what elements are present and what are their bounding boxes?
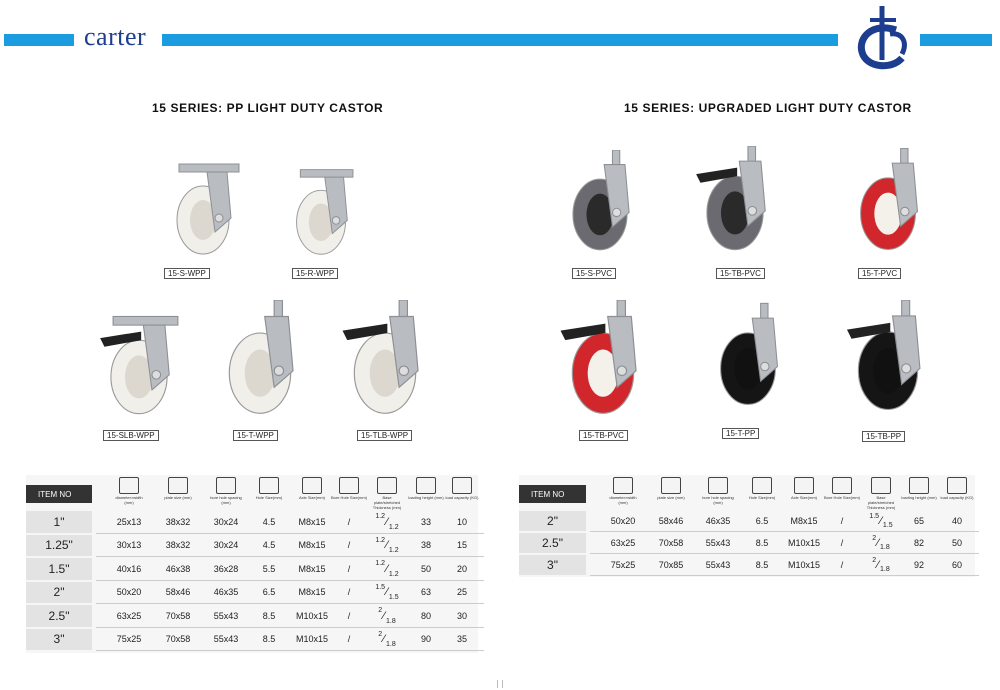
- thickness-bottom: 1.8: [386, 641, 396, 648]
- row-divider: [96, 603, 484, 604]
- hole-size-icon: [259, 477, 279, 494]
- castor-image: [84, 310, 194, 418]
- thickness-cell: [365, 535, 409, 557]
- spec-cell: /: [840, 538, 844, 548]
- column-header-label: load capacity (KG): [445, 495, 479, 500]
- column-header: [653, 475, 689, 511]
- row-divider: [96, 650, 484, 651]
- castor-image: [276, 164, 366, 258]
- fraction-slash: ⁄: [877, 559, 879, 571]
- fraction-slash: ⁄: [877, 537, 879, 549]
- column-header-label: diameter×width (mm): [609, 495, 637, 505]
- column-header-label: Hole Size(mm): [748, 495, 776, 500]
- spec-cell: M8x15: [298, 516, 326, 527]
- spec-cell: 80: [420, 610, 431, 621]
- brand-name: carter: [84, 22, 147, 51]
- product-code-label: 15-SLB-WPP: [103, 430, 159, 441]
- product-code-label: 15-T-WPP: [233, 430, 278, 441]
- column-header: [208, 475, 244, 511]
- castor-image: [335, 300, 435, 418]
- castor-image: [548, 300, 658, 418]
- spec-cell: 8.5: [755, 538, 769, 548]
- thickness-top: 2: [378, 607, 383, 614]
- spec-cell: M10x15: [295, 610, 329, 621]
- column-header-label: diameter×width (mm): [115, 495, 143, 505]
- fraction-slash: ⁄: [386, 539, 388, 552]
- spec-cell: 20: [456, 563, 467, 574]
- spec-cell: 90: [420, 634, 431, 645]
- product-code-label: 15-T-PVC: [858, 268, 901, 279]
- spec-cell: 33: [420, 516, 431, 527]
- plate-size-icon: [168, 477, 188, 494]
- column-header: [744, 475, 780, 511]
- spec-cell: 40x16: [116, 563, 142, 574]
- spec-cell: /: [840, 560, 844, 570]
- castor-image: [848, 148, 928, 254]
- thickness-bottom: 1.2: [388, 547, 399, 554]
- spec-cell: 50x20: [610, 516, 636, 526]
- row-divider: [590, 531, 979, 532]
- spec-cell: 58x46: [165, 587, 191, 598]
- spec-cell: 8.5: [755, 560, 769, 570]
- spec-cell: M10x15: [295, 634, 329, 645]
- product-code-label: 15-TB-PVC: [716, 268, 765, 279]
- column-header-label: loading height (mm): [408, 495, 444, 500]
- bore-spacing-icon: [708, 477, 728, 494]
- thickness-top: 1.2: [375, 560, 386, 567]
- column-header-label: Base plate/stretched Thickness (mm): [866, 495, 896, 510]
- load-capacity-icon: [452, 477, 472, 494]
- spec-cell: 6.5: [755, 516, 769, 526]
- spec-cell: 75x25: [610, 560, 636, 570]
- thickness-bottom: 1.8: [880, 544, 890, 551]
- spec-cell: 38x32: [165, 516, 191, 527]
- thickness-top: 1.2: [375, 513, 386, 520]
- product-code-label: 15-S-PVC: [572, 268, 616, 279]
- spec-cell: 36x28: [213, 563, 239, 574]
- column-header: [369, 475, 405, 511]
- spec-cell: 46x35: [705, 516, 731, 526]
- spec-cell: M10x15: [787, 538, 821, 548]
- section-title-right: 15 SERIES: UPGRADED LIGHT DUTY CASTOR: [624, 101, 912, 115]
- spec-cell: 6.5: [262, 587, 276, 598]
- spec-cell: 46x38: [165, 563, 191, 574]
- spec-cell: 65: [913, 516, 924, 526]
- item-size-cell: 1.25": [26, 535, 92, 557]
- spec-cell: 4.5: [262, 516, 276, 527]
- item-no-header: ITEM NO: [26, 485, 92, 503]
- spec-cell: 82: [913, 538, 924, 548]
- product-code-label: 15-T-PP: [722, 428, 759, 439]
- column-header-label: plate size (mm): [657, 495, 685, 500]
- spec-cell: 35: [456, 634, 467, 645]
- column-header-label: Axle Size(mm): [790, 495, 817, 500]
- column-header: [444, 475, 480, 511]
- spec-cell: 8.5: [262, 634, 276, 645]
- spec-cell: /: [347, 610, 351, 621]
- spec-cell: 5.5: [262, 563, 276, 574]
- spec-table-left: [26, 475, 478, 653]
- item-size-cell: 2.5": [519, 533, 586, 553]
- column-header-label: Bore Hole Size(mm): [331, 495, 368, 500]
- column-header: [786, 475, 822, 511]
- header-bar-middle: [162, 34, 838, 46]
- item-size-cell: 3": [26, 629, 92, 651]
- column-header-label: load capacity (KG): [940, 495, 974, 500]
- row-divider: [96, 580, 484, 581]
- wheel-diameter-icon: [613, 477, 633, 494]
- spec-cell: 58x46: [658, 516, 684, 526]
- spec-cell: M8x15: [298, 563, 326, 574]
- product-code-label: 15-TLB-WPP: [357, 430, 412, 441]
- column-header: [605, 475, 641, 511]
- bore-hole-icon: [832, 477, 852, 494]
- row-divider: [590, 553, 979, 554]
- plate-size-icon: [661, 477, 681, 494]
- thickness-bottom: 1.2: [388, 570, 399, 578]
- spec-cell: 4.5: [262, 540, 276, 551]
- column-header: [408, 475, 444, 511]
- spec-cell: 40: [951, 516, 962, 526]
- column-header-label: bore hole spacing (mm): [702, 495, 734, 505]
- spec-cell: 70x85: [658, 560, 684, 570]
- spec-cell: 10: [456, 516, 467, 527]
- spec-cell: /: [347, 634, 351, 645]
- spec-cell: 60: [951, 560, 962, 570]
- column-header: [294, 475, 330, 511]
- fraction-slash: ⁄: [386, 562, 388, 575]
- product-code-label: 15-TB-PVC: [579, 430, 628, 441]
- spec-cell: 63x25: [116, 610, 142, 621]
- axle-size-icon: [302, 477, 322, 494]
- column-header-label: Bore Hole Size(mm): [824, 495, 861, 500]
- product-code-label: 15-TB-PP: [862, 431, 905, 442]
- spec-cell: /: [347, 516, 351, 527]
- spec-cell: 70x58: [165, 610, 191, 621]
- load-capacity-icon: [947, 477, 967, 494]
- spec-cell: 70x58: [658, 538, 684, 548]
- castor-image: [215, 300, 305, 418]
- spec-cell: M8x15: [298, 587, 326, 598]
- bore-spacing-icon: [216, 477, 236, 494]
- row-divider: [590, 575, 979, 576]
- spec-cell: 50x20: [116, 587, 142, 598]
- row-divider: [96, 533, 484, 534]
- spec-cell: 55x43: [705, 560, 731, 570]
- spec-cell: 8.5: [262, 610, 276, 621]
- column-header: [111, 475, 147, 511]
- spec-cell: 25x13: [116, 516, 142, 527]
- spec-cell: 50: [951, 538, 962, 548]
- spec-cell: M8x15: [790, 516, 818, 526]
- thickness-cell: [365, 605, 409, 627]
- item-size-cell: 3": [519, 555, 586, 575]
- castor-image: [148, 158, 258, 258]
- row-divider: [96, 627, 484, 628]
- spec-cell: 38: [420, 540, 431, 551]
- spec-cell: 92: [913, 560, 924, 570]
- wheel-diameter-icon: [119, 477, 139, 494]
- castor-image: [838, 300, 938, 414]
- thickness-top: 2: [378, 630, 383, 638]
- column-header: [901, 475, 937, 511]
- section-title-left: 15 SERIES: PP LIGHT DUTY CASTOR: [152, 101, 384, 115]
- castor-image: [680, 146, 790, 254]
- thickness-cell: [365, 558, 409, 580]
- thickness-top: 2: [872, 557, 877, 564]
- axle-size-icon: [794, 477, 814, 494]
- loading-height-icon: [909, 477, 929, 494]
- spec-cell: 55x43: [705, 538, 731, 548]
- column-header: [939, 475, 975, 511]
- column-header: [824, 475, 860, 511]
- spec-cell: 30x24: [213, 516, 239, 527]
- fraction-slash: ⁄: [386, 586, 388, 599]
- spec-cell: 46x35: [213, 587, 239, 598]
- spec-cell: 63x25: [610, 538, 636, 548]
- loading-height-icon: [416, 477, 436, 494]
- product-code-label: 15-R-WPP: [292, 268, 338, 279]
- fraction-slash: ⁄: [880, 515, 882, 527]
- column-header: [251, 475, 287, 511]
- spec-table-right: [519, 475, 975, 577]
- thickness-cell: [365, 511, 409, 533]
- page-edge-mark: [497, 680, 498, 688]
- column-header-label: Base plate/stretched Thickness (mm): [372, 495, 402, 510]
- spec-cell: 25: [456, 587, 467, 598]
- column-header: [863, 475, 899, 511]
- fraction-slash: ⁄: [383, 633, 385, 646]
- item-size-cell: 2": [519, 511, 586, 531]
- thickness-bottom: 1.8: [386, 617, 396, 625]
- plate-thickness-icon: [871, 477, 891, 494]
- thickness-top: 1.5: [869, 513, 880, 520]
- spec-cell: 63: [420, 587, 431, 598]
- item-no-header: ITEM NO: [519, 485, 586, 503]
- item-size-cell: 2": [26, 582, 92, 604]
- brand-logo-icon: [852, 2, 916, 74]
- spec-cell: /: [840, 516, 844, 526]
- spec-cell: /: [347, 587, 351, 598]
- spec-cell: 55x43: [213, 610, 239, 621]
- fraction-slash: ⁄: [383, 609, 385, 622]
- castor-image: [708, 300, 788, 412]
- spec-cell: 15: [456, 540, 467, 551]
- spec-cell: 55x43: [213, 634, 239, 645]
- spec-cell: 30x24: [213, 540, 239, 551]
- thickness-top: 1.2: [375, 536, 386, 544]
- page-edge-mark: [502, 680, 503, 688]
- item-size-cell: 1": [26, 511, 92, 533]
- column-header-label: plate size (mm): [164, 495, 192, 500]
- item-size-cell: 2.5": [26, 605, 92, 627]
- spec-cell: 75x25: [116, 634, 142, 645]
- castor-image: [560, 150, 640, 254]
- spec-cell: 70x58: [165, 634, 191, 645]
- fraction-slash: ⁄: [386, 515, 388, 528]
- header-bar-left: [4, 34, 74, 46]
- column-header: [700, 475, 736, 511]
- column-header-label: Axle Size(mm): [298, 495, 325, 500]
- thickness-cell: [365, 582, 409, 604]
- spec-cell: 50: [420, 563, 431, 574]
- spec-cell: 30x13: [116, 540, 142, 551]
- spec-cell: 38x32: [165, 540, 191, 551]
- hole-size-icon: [752, 477, 772, 494]
- header-bar-right: [920, 34, 992, 46]
- item-size-cell: 1.5": [26, 558, 92, 580]
- spec-cell: M10x15: [787, 560, 821, 570]
- spec-cell: 30: [456, 610, 467, 621]
- thickness-bottom: 1.2: [388, 523, 399, 531]
- spec-cell: /: [347, 563, 351, 574]
- thickness-top: 1.5: [375, 583, 386, 591]
- thickness-bottom: 1.5: [388, 594, 399, 601]
- column-header: [331, 475, 367, 511]
- spec-cell: /: [347, 540, 351, 551]
- thickness-bottom: 1.5: [882, 522, 893, 529]
- column-header-label: loading height (mm): [901, 495, 937, 500]
- column-header: [160, 475, 196, 511]
- thickness-bottom: 1.8: [880, 566, 890, 573]
- bore-hole-icon: [339, 477, 359, 494]
- spec-cell: M8x15: [298, 540, 326, 551]
- thickness-top: 2: [872, 535, 877, 542]
- column-header-label: bore hole spacing (mm): [210, 495, 242, 505]
- thickness-cell: [365, 629, 409, 651]
- row-divider: [96, 556, 484, 557]
- column-header-label: Hole Size(mm): [255, 495, 283, 500]
- product-code-label: 15-S-WPP: [164, 268, 210, 279]
- plate-thickness-icon: [377, 477, 397, 494]
